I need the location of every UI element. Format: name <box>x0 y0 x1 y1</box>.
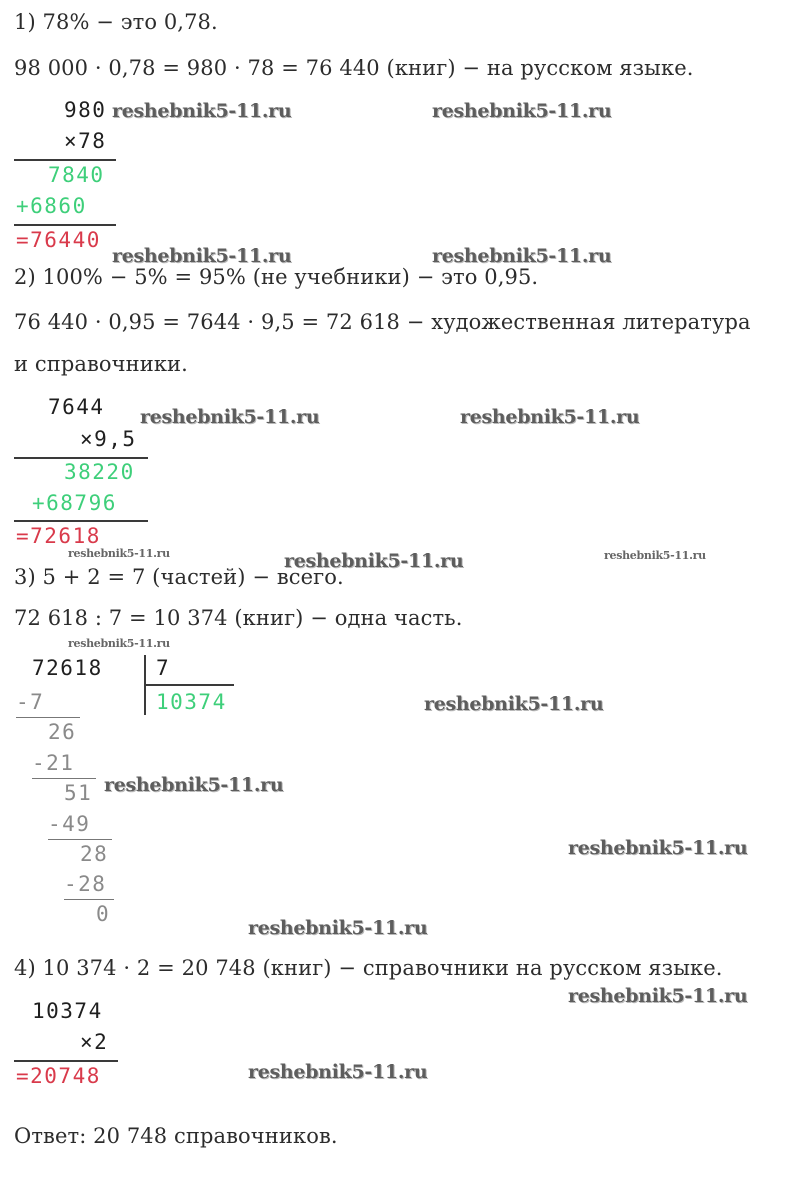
watermark: reshebnik5-11.ru <box>604 549 706 562</box>
calc1-line <box>14 159 116 161</box>
division-dividend: 72618 <box>32 656 103 680</box>
division-step-line <box>32 778 96 779</box>
calc2-result: =72618 <box>16 524 101 548</box>
watermark: reshebnik5-11.ru <box>68 547 170 560</box>
watermark: reshebnik5-11.ru <box>140 406 320 428</box>
step1-equation: 98 000 · 0,78 = 980 · 78 = 76 440 (книг) − на русском языке. <box>14 56 694 80</box>
watermark: reshebnik5-11.ru <box>424 693 604 715</box>
watermark: reshebnik5-11.ru <box>104 774 284 796</box>
calc1-partial2: +6860 <box>16 194 87 218</box>
calc2-line <box>14 457 148 459</box>
step2-heading: 2) 100% − 5% = 95% (не учебники) − это 0,95. <box>14 265 539 289</box>
division-remainder: 26 <box>48 720 77 744</box>
calc2-partial2: +68796 <box>32 491 117 515</box>
step2-equation-line2: и справочники. <box>14 352 188 376</box>
step3-equation: 72 618 : 7 = 10 374 (книг) − одна часть. <box>14 606 463 630</box>
watermark: reshebnik5-11.ru <box>460 406 640 428</box>
calc4-multiplier: ×2 <box>80 1030 109 1054</box>
calc2-partial1: 38220 <box>64 460 135 484</box>
division-final-remainder: 0 <box>96 902 111 926</box>
division-step: -49 <box>48 812 91 836</box>
step4-heading: 4) 10 374 · 2 = 20 748 (книг) − справочники на русском языке. <box>14 956 723 980</box>
watermark: reshebnik5-11.ru <box>68 637 170 650</box>
division-remainder: 51 <box>64 781 93 805</box>
watermark: reshebnik5-11.ru <box>248 917 428 939</box>
watermark: reshebnik5-11.ru <box>568 985 748 1007</box>
calc1-multiplicand: 980 <box>64 98 107 122</box>
division-step-line <box>64 899 114 900</box>
division-divisor-line <box>146 684 234 686</box>
calc4-result: =20748 <box>16 1064 101 1088</box>
calc1-line2 <box>14 224 116 226</box>
calc1-multiplier: ×78 <box>64 129 107 153</box>
division-divisor: 7 <box>156 656 171 680</box>
division-step: -21 <box>32 751 75 775</box>
watermark: reshebnik5-11.ru <box>112 100 292 122</box>
step3-heading: 3) 5 + 2 = 7 (частей) − всего. <box>14 565 344 589</box>
watermark: reshebnik5-11.ru <box>432 100 612 122</box>
calc1-result: =76440 <box>16 228 101 252</box>
division-step-line <box>16 717 80 718</box>
answer: Ответ: 20 748 справочников. <box>14 1124 338 1148</box>
step1-heading: 1) 78% − это 0,78. <box>14 10 218 34</box>
calc4-line <box>14 1060 118 1062</box>
calc2-line2 <box>14 520 148 522</box>
watermark: reshebnik5-11.ru <box>112 245 292 267</box>
step2-equation-line1: 76 440 · 0,95 = 7644 · 9,5 = 72 618 − художественная литература <box>14 310 751 334</box>
calc2-multiplicand: 7644 <box>48 395 105 419</box>
calc1-partial1: 7840 <box>48 163 105 187</box>
calc2-multiplier: ×9,5 <box>80 427 137 451</box>
watermark: reshebnik5-11.ru <box>248 1061 428 1083</box>
division-remainder: 28 <box>80 842 109 866</box>
watermark: reshebnik5-11.ru <box>432 245 612 267</box>
division-step: -28 <box>64 872 107 896</box>
division-quotient: 10374 <box>156 690 227 714</box>
watermark: reshebnik5-11.ru <box>568 837 748 859</box>
calc4-multiplicand: 10374 <box>32 999 103 1023</box>
division-step-line <box>48 839 112 840</box>
watermark: reshebnik5-11.ru <box>284 550 464 572</box>
division-step: -7 <box>16 690 45 714</box>
